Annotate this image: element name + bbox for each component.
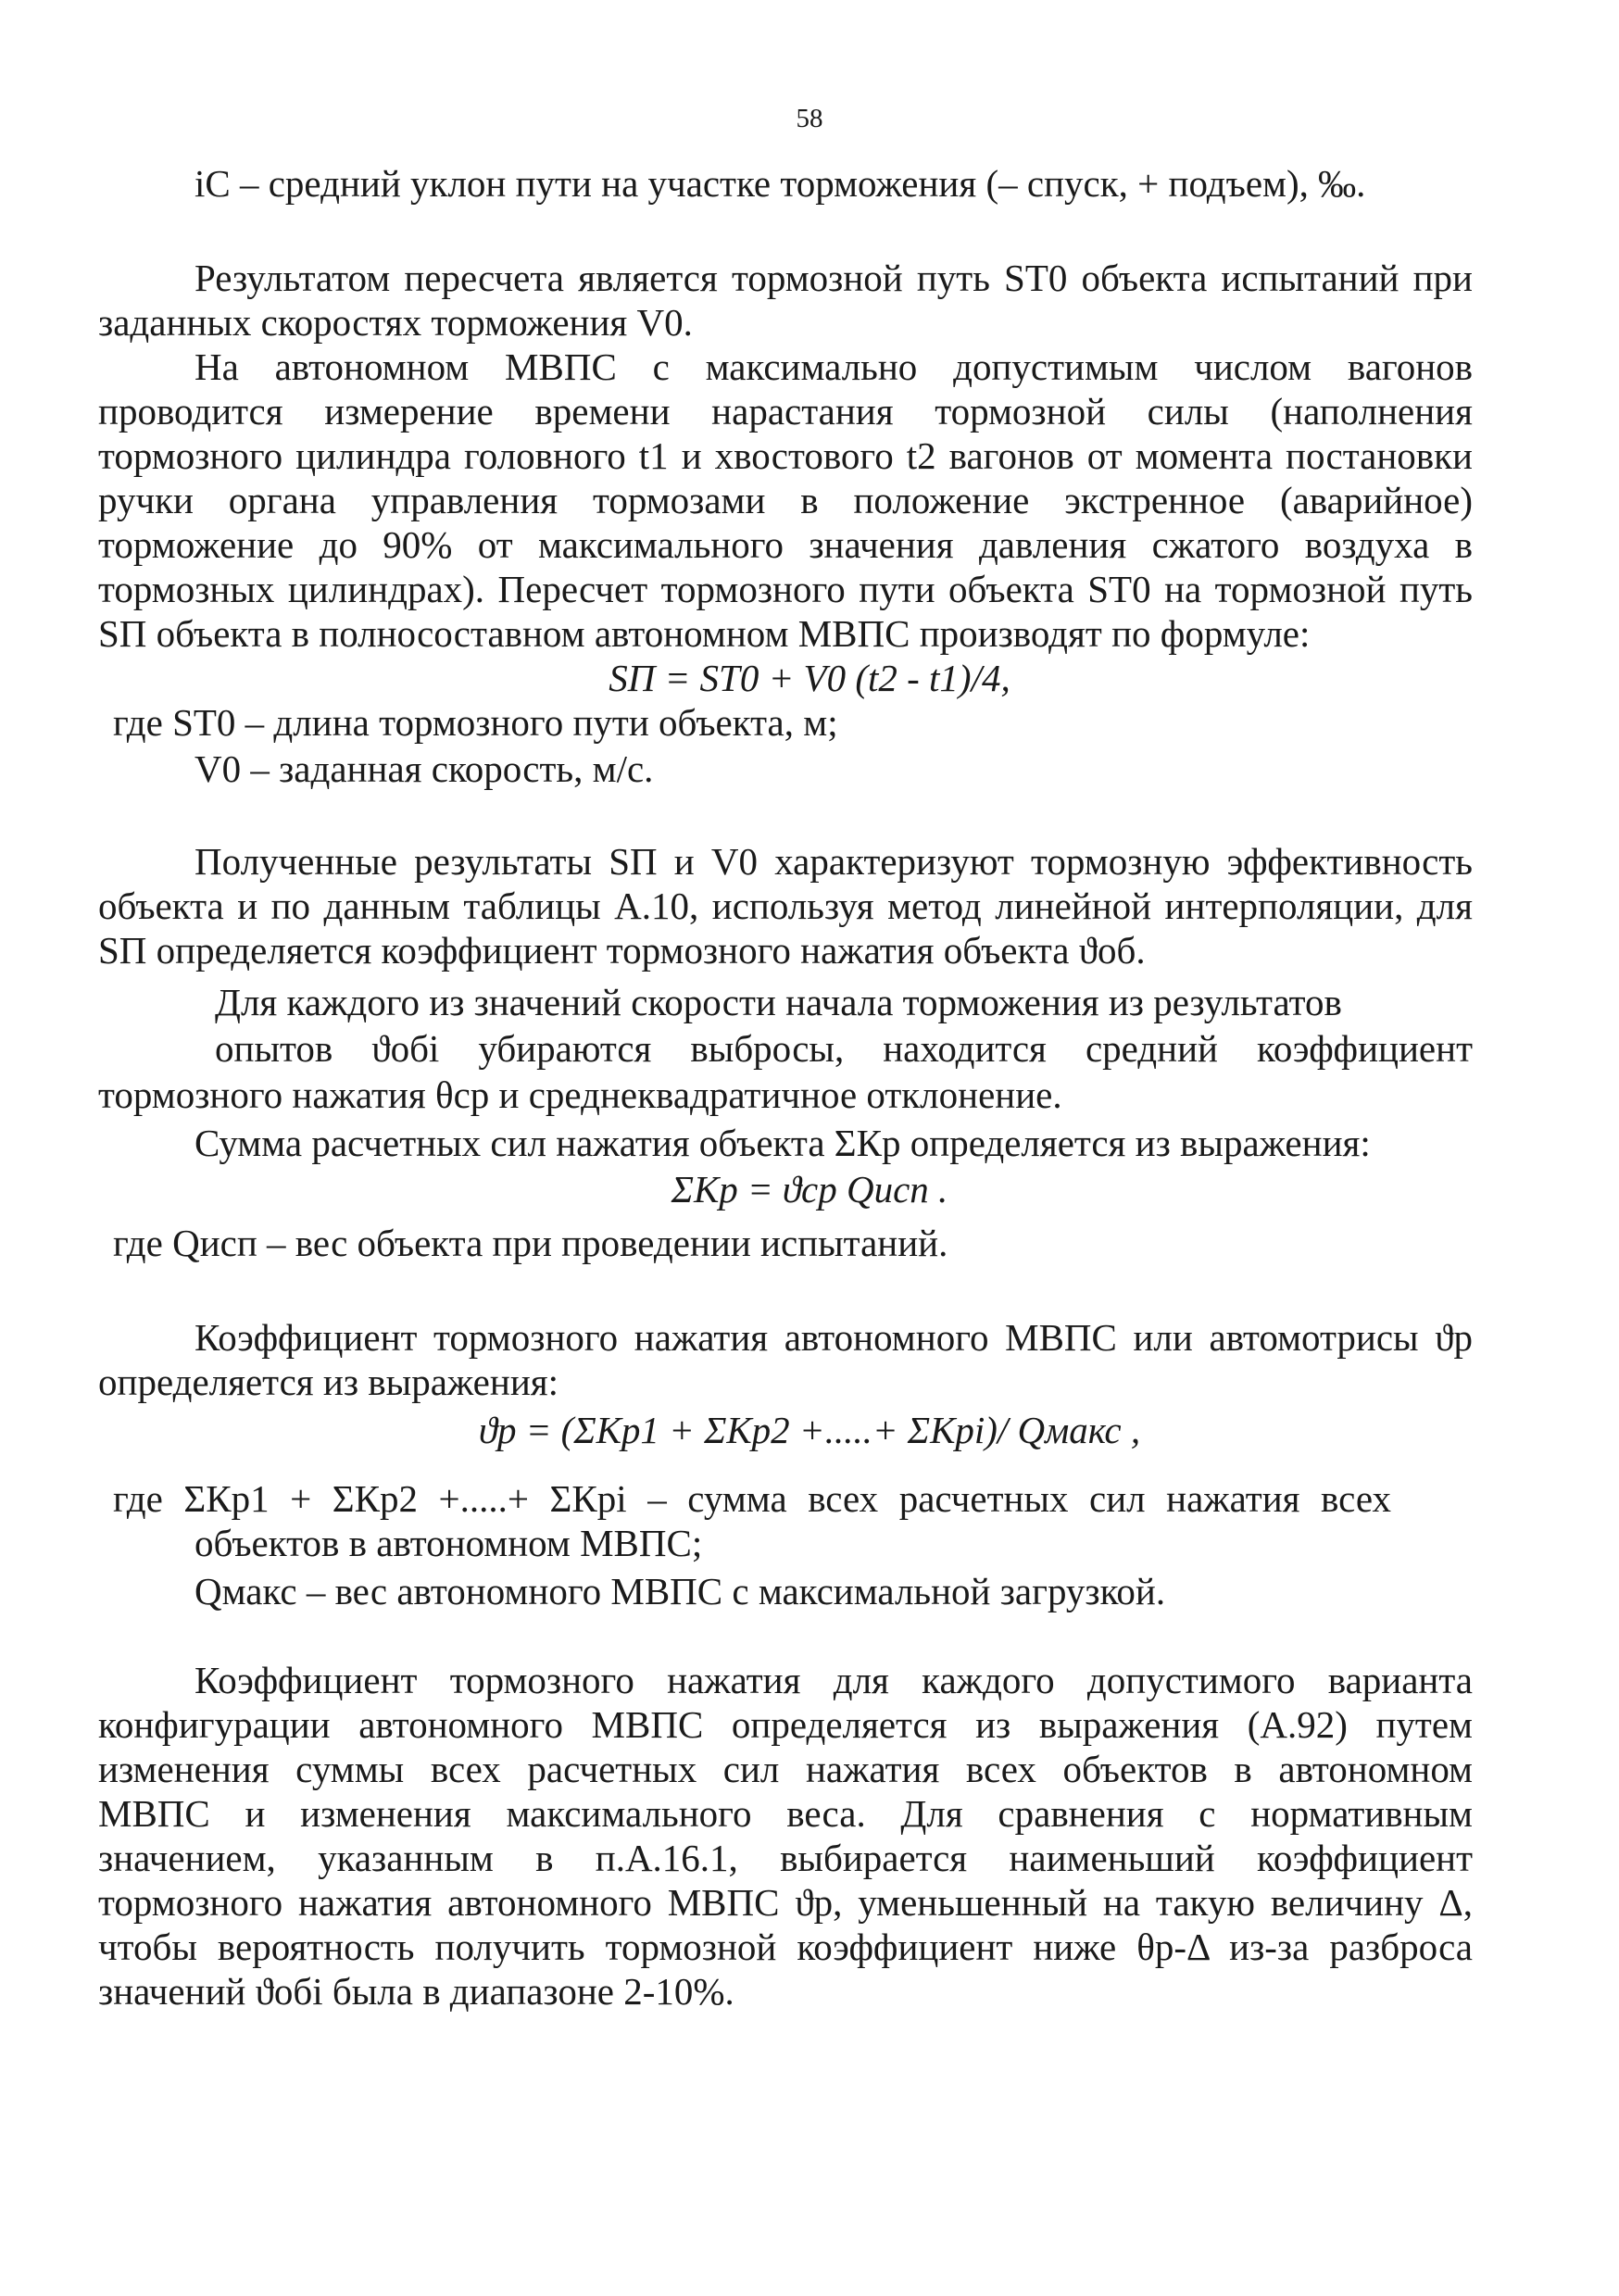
text-line: объектов в автономном МВПС; [195,1522,703,1564]
text-line: ручки органа управления тормозами в положение экстренное (аварийное) [98,479,1473,521]
text-line: торможение до 90% от максимального значения давления сжатого воздуха в [98,523,1473,566]
text-line: SП объекта в полносоставном автономном МВПС производят по формуле: [98,612,1311,655]
text-line: конфигурации автономного МВПС определяется из выражения (А.92) путем [98,1703,1473,1746]
text-line: iC – средний уклон пути на участке торможения (– спуск, + подъем), ‰. [195,162,1366,205]
text-line: опытов ϑобi убираются выбросы, находится средний коэффициент [215,1027,1473,1070]
text-line: Коэффициент тормозного нажатия для каждого допустимого варианта [195,1659,1473,1701]
text-line: значением, указанным в п.А.16.1, выбирается наименьший коэффициент [98,1837,1473,1879]
text-line: Полученные результаты SП и V0 характеризуют тормозную эффективность [195,840,1473,883]
text-line: изменения суммы всех расчетных сил нажатия всех объектов в автономном [98,1748,1473,1790]
text-line: Qмакс – вес автономного МВПС с максимальной загрузкой. [195,1570,1166,1612]
formula-theta-p: ϑр = (ΣКр1 + ΣКр2 +.....+ ΣКрi)/ Qмакс , [478,1409,1141,1451]
text-line: SП определяется коэффициент тормозного нажатия объекта ϑоб. [98,929,1146,972]
text-line: где Qисп – вес объекта при проведении испытаний. [113,1222,948,1264]
text-line: V0 – заданная скорость, м/с. [195,747,654,790]
text-line: тормозного цилиндра головного t1 и хвостового t2 вагонов от момента постановки [98,434,1473,477]
text-line: Результатом пересчета является тормозной путь SТ0 объекта испытаний при [195,257,1473,299]
text-line: тормозного нажатия θср и среднеквадратичное отклонение. [98,1073,1062,1116]
text-line: значений ϑобi была в диапазоне 2-10%. [98,1970,734,2013]
text-line: где SТ0 – длина тормозного пути объекта, м; [113,701,838,744]
text-line: МВПС и изменения максимального веса. Для сравнения с нормативным [98,1792,1473,1835]
formula-sp: SП = SТ0 + V0 (t2 - t1)/4, [609,657,1010,699]
text-line: определяется из выражения: [98,1361,559,1403]
page-number: 58 [796,104,823,133]
text-line: объекта и по данным таблицы А.10, используя метод линейной интерполяции, для [98,885,1473,927]
text-line: проводится измерение времени нарастания тормозной силы (наполнения [98,390,1473,433]
text-line: тормозных цилиндрах). Пересчет тормозного пути объекта SТ0 на тормозной путь [98,568,1473,610]
text-line: где ΣКр1 + ΣКр2 +.....+ ΣКрi – сумма всех расчетных сил нажатия всех [113,1477,1391,1520]
text-line: тормозного нажатия автономного МВПС ϑр, уменьшенный на такую величину Δ, [98,1881,1473,1924]
text-line: На автономном МВПС с максимально допустимым числом вагонов [195,345,1473,388]
text-line: чтобы вероятность получить тормозной коэффициент ниже θр-Δ из-за разброса [98,1926,1473,1968]
formula-sum-kp: ΣКр = ϑср Qисп . [671,1168,948,1211]
text-line: Сумма расчетных сил нажатия объекта ΣКр определяется из выражения: [195,1122,1371,1164]
text-line: Для каждого из значений скорости начала торможения из результатов [215,981,1342,1023]
text-line: Коэффициент тормозного нажатия автономного МВПС или автомотрисы ϑр [195,1316,1473,1359]
text-line: заданных скоростях торможения V0. [98,301,693,344]
